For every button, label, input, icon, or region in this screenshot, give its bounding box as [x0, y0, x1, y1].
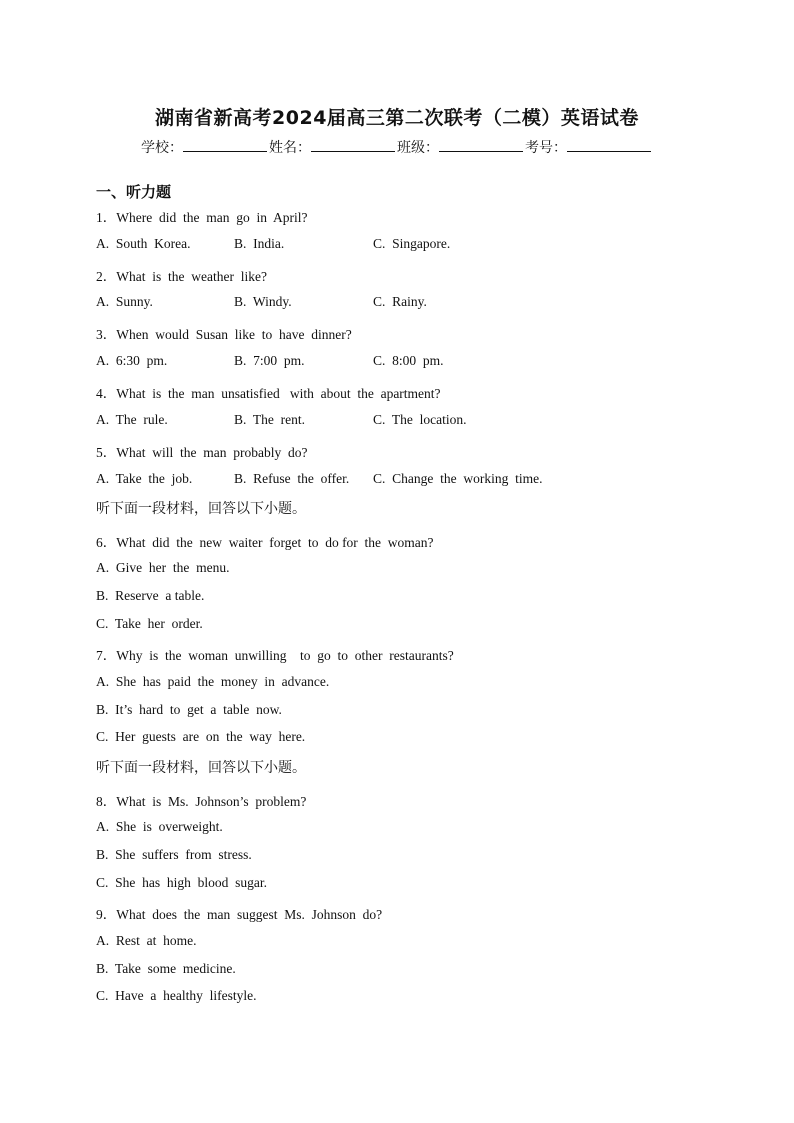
name-blank[interactable]	[311, 139, 395, 152]
q9-option-a[interactable]: A. Rest at home.	[96, 933, 197, 948]
class-label: 班级：	[397, 140, 439, 156]
q6-option-b[interactable]: B. Reserve a table.	[96, 588, 205, 603]
name-label: 姓名：	[269, 140, 311, 156]
question-6: 6．What did the new waiter forget to do for the woman?	[96, 535, 434, 550]
school-blank[interactable]	[183, 139, 267, 152]
question-4: 4．What is the man unsatisfied with about the apartment?	[96, 386, 441, 401]
q6-option-c[interactable]: C. Take her order.	[96, 616, 203, 631]
q9-option-c[interactable]: C. Have a healthy lifestyle.	[96, 988, 257, 1003]
q3-option-c[interactable]: C. 8:00 pm.	[373, 353, 444, 368]
question-5: 5．What will the man probably do?	[96, 445, 308, 460]
question-1: 1．Where did the man go in April?	[96, 210, 308, 225]
number-blank[interactable]	[567, 139, 651, 152]
q7-option-c[interactable]: C. Her guests are on the way here.	[96, 729, 306, 744]
q7-option-a[interactable]: A. She has paid the money in advance.	[96, 674, 330, 689]
q4-option-a[interactable]: A. The rule.	[96, 412, 168, 427]
student-info-row	[0, 137, 794, 157]
q9-option-b[interactable]: B. Take some medicine.	[96, 961, 236, 976]
q1-option-a[interactable]: A. South Korea.	[96, 236, 191, 251]
question-8: 8．What is Ms. Johnson’s problem?	[96, 794, 307, 809]
q5-option-b[interactable]: B. Refuse the offer.	[234, 471, 350, 486]
q8-option-b[interactable]: B. She suffers from stress.	[96, 847, 252, 862]
q8-option-a[interactable]: A. She is overweight.	[96, 819, 223, 834]
listening-instruction: 听下面一段材料，回答以下小题。	[96, 760, 306, 776]
q1-option-b[interactable]: B. India.	[234, 236, 285, 251]
school-label: 学校：	[141, 140, 183, 156]
q1-option-c[interactable]: C. Singapore.	[373, 236, 451, 251]
q4-option-c[interactable]: C. The location.	[373, 412, 467, 427]
q4-option-b[interactable]: B. The rent.	[234, 412, 305, 427]
question-2: 2．What is the weather like?	[96, 269, 267, 284]
q5-option-c[interactable]: C. Change the working time.	[373, 471, 543, 486]
q2-option-b[interactable]: B. Windy.	[234, 294, 292, 309]
q7-option-b[interactable]: B. It’s hard to get a table now.	[96, 702, 282, 717]
q3-option-a[interactable]: A. 6:30 pm.	[96, 353, 168, 368]
number-label: 考号：	[525, 140, 567, 156]
q6-option-a[interactable]: A. Give her the menu.	[96, 560, 230, 575]
q5-option-a[interactable]: A. Take the job.	[96, 471, 193, 486]
class-blank[interactable]	[439, 139, 523, 152]
question-7: 7．Why is the woman unwilling to go to other restaurants?	[96, 648, 454, 663]
listening-instruction: 听下面一段材料，回答以下小题。	[96, 501, 306, 517]
question-3: 3．When would Susan like to have dinner?	[96, 327, 352, 342]
q2-option-a[interactable]: A. Sunny.	[96, 294, 153, 309]
q3-option-b[interactable]: B. 7:00 pm.	[234, 353, 305, 368]
q8-option-c[interactable]: C. She has high blood sugar.	[96, 875, 267, 890]
question-9: 9．What does the man suggest Ms. Johnson do?	[96, 907, 383, 922]
section-title: 一、听力题	[96, 183, 172, 201]
q2-option-c[interactable]: C. Rainy.	[373, 294, 427, 309]
exam-title: 湖南省新高考2024届高三第二次联考（二模）英语试卷	[155, 107, 639, 129]
